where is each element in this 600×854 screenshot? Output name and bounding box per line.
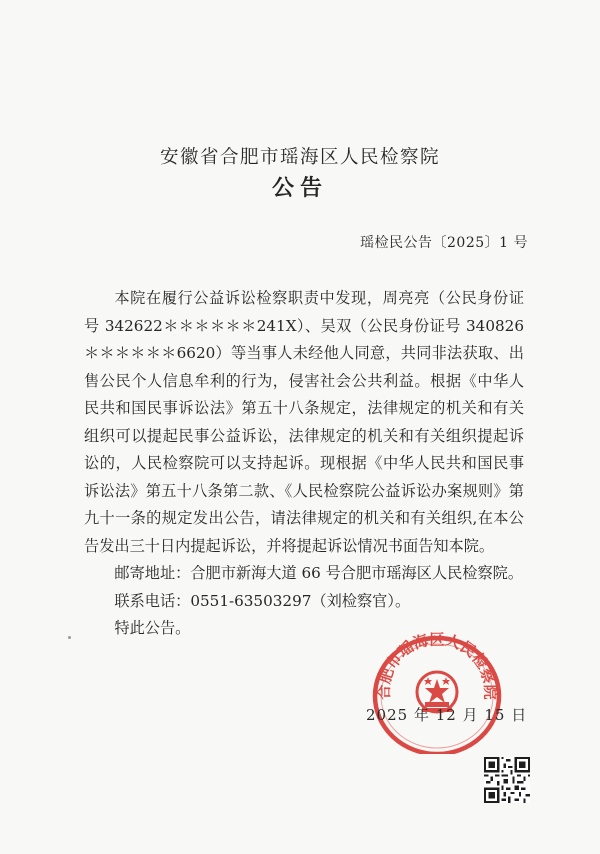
official-seal-icon [360,624,510,754]
announcement-body [84,285,524,643]
document-number: 瑶检民公告〔2025〕1 号 [360,235,528,251]
contact-phone: 联系电话：0551-63503297（刘检察官）。 [114,591,411,610]
issuing-organization: 安徽省合肥市瑶海区人民检察院 [159,147,440,168]
document-title: 公告 [271,175,328,201]
seal-text: 合肥市瑶海区人民检察院 [374,630,500,700]
scan-speck [68,636,71,639]
closing-statement: 特此公告。 [114,619,191,637]
issue-date: 2025 年 12 月 15 日 [366,706,528,724]
qr-code-icon [484,757,530,803]
main-paragraph: 本院在履行公益诉讼检察职责中发现，周亮亮（公民身份证号 342622＊＊＊＊＊＊241X）、吴双（公民身份证号 340826＊＊＊＊＊＊6620）等当事人未经他人同意，共同非法获取、出售公民个人信息牟利的行为，侵害社会公共利益。根据《中华人民共和国民事诉讼法》第五十八条规定，法律规定的机关和有关组织可以提起民事公益诉讼，法律规定的机关和有关组织提起诉讼的，人民检察院可以支持起诉。现根据《中华人民共和国民事诉讼法》第五十八条第二款、《人民检察院公益诉讼办案规则》第九十一条的规定发出公告，请法律规定的机关和有关组织,在本公告发出三十日内提起诉讼，并将提起诉讼情况书面告知本院。 [84,289,524,555]
mailing-address: 邮寄地址：合肥市新海大道 66 号合肥市瑶海区人民检察院。 [114,564,524,582]
